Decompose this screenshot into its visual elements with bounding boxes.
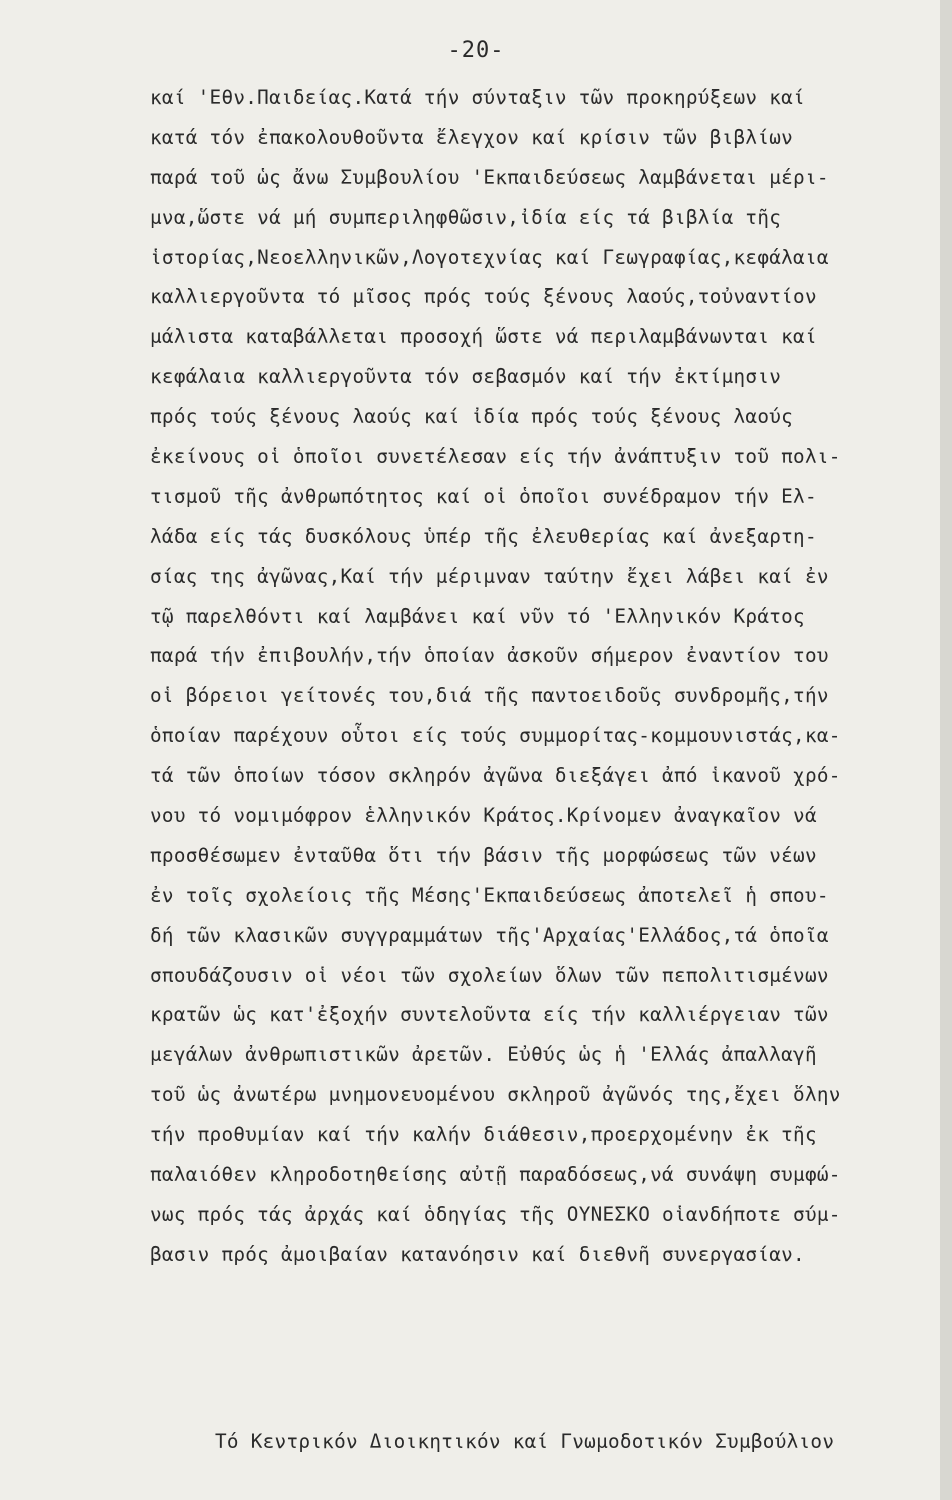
text-line: δή τῶν κλασικῶν συγγραμμάτων τῆς'Αρχαίας'Ελλάδος,τά ὁποῖα bbox=[150, 923, 829, 947]
text-line: τά τῶν ὁποίων τόσον σκληρόν ἀγῶνα διεξάγει ἀπό ἱκανοῦ χρό- bbox=[150, 764, 841, 788]
signature-line: Τό Κεντρικόν Διοικητικόν καί Γνωμοδοτικόν Συμβούλιον bbox=[215, 1430, 835, 1453]
text-line: τῷ παρελθόντι καί λαμβάνει καί νῦν τό 'Ελληνικόν Κράτος bbox=[150, 604, 805, 628]
text-line: νως πρός τάς ἀρχάς καί ὁδηγίας τῆς ΟΥΝΕΣΚΟ οἱανδήποτε σύμ- bbox=[150, 1202, 841, 1226]
text-line: σπουδάζουσιν οἱ νέοι τῶν σχολείων ὅλων τῶν πεπολιτισμένων bbox=[150, 963, 829, 987]
text-line: κεφάλαια καλλιεργοῦντα τόν σεβασμόν καί τήν ἐκτίμησιν bbox=[150, 365, 782, 389]
text-line: καλλιεργοῦντα τό μῖσος πρός τούς ξένους λαούς,τοὐναντίον bbox=[150, 285, 817, 309]
text-line: οἱ βόρειοι γείτονές του,διά τῆς παντοειδοῦς συνδρομῆς,τήν bbox=[150, 684, 829, 708]
text-line: μνα,ὥστε νά μή συμπεριληφθῶσιν,ἰδία είς τά βιβλία τῆς bbox=[150, 205, 782, 229]
text-line: ἱστορίας,Νεοελληνικῶν,Λογοτεχνίας καί Γεωγραφίας,κεφάλαια bbox=[150, 245, 829, 269]
page-edge-shadow bbox=[940, 0, 952, 1500]
text-line: νου τό νομιμόφρον ἑλληνικόν Κράτος.Κρίνομεν ἀναγκαῖον νά bbox=[150, 804, 817, 828]
text-line: παρά τοῦ ὡς ἄνω Συμβουλίου 'Εκπαιδεύσεως λαμβάνεται μέρι- bbox=[150, 165, 829, 189]
text-line: μεγάλων ἀνθρωπιστικῶν ἀρετῶν. Εὐθύς ὡς ἡ 'Ελλάς ἀπαλλαγῆ bbox=[150, 1043, 817, 1067]
text-line: πρός τούς ξένους λαούς καί ἰδία πρός τούς ξένους λαούς bbox=[150, 405, 794, 429]
text-line: ἐν τοῖς σχολείοις τῆς Μέσης'Εκπαιδεύσεως ἀποτελεῖ ἡ σπου- bbox=[150, 883, 829, 907]
text-line: τοῦ ὡς ἀνωτέρω μνημονευομένου σκληροῦ ἀγῶνός της,ἔχει ὅλην bbox=[150, 1083, 841, 1107]
text-line: τισμοῦ τῆς ἀνθρωπότητος καί οἱ ὁποῖοι συνέδραμον τήν Ελ- bbox=[150, 484, 817, 508]
text-line: κατά τόν ἐπακολουθοῦντα ἔλεγχον καί κρίσιν τῶν βιβλίων bbox=[150, 125, 794, 149]
text-line: τήν προθυμίαν καί τήν καλήν διάθεσιν,προερχομένην ἐκ τῆς bbox=[150, 1123, 817, 1147]
text-line: μάλιστα καταβάλλεται προσοχή ὥστε νά περιλαμβάνωνται καί bbox=[150, 325, 817, 349]
text-line: ἐκείνους οἱ ὁποῖοι συνετέλεσαν είς τήν ἀνάπτυξιν τοῦ πολι- bbox=[150, 445, 841, 469]
body-text bbox=[150, 78, 920, 1275]
text-line: προσθέσωμεν ἐνταῦθα ὅτι τήν βάσιν τῆς μορφώσεως τῶν νέων bbox=[150, 843, 817, 867]
text-line: καί 'Εθν.Παιδείας.Κατά τήν σύνταξιν τῶν προκηρύξεων καί bbox=[150, 86, 805, 109]
text-line: σίας της ἀγῶνας,Καί τήν μέριμναν ταύτην ἔχει λάβει καί ἐν bbox=[150, 564, 829, 588]
text-line: λάδα είς τάς δυσκόλους ὑπέρ τῆς ἐλευθερίας καί ἀνεξαρτη- bbox=[150, 524, 817, 548]
text-line: βασιν πρός ἀμοιβαίαν κατανόησιν καί διεθνῆ συνεργασίαν. bbox=[150, 1242, 805, 1266]
text-line: παλαιόθεν κληροδοτηθείσης αὐτῇ παραδόσεως,νά συνάψη συμφώ- bbox=[150, 1163, 841, 1187]
text-line: παρά τήν ἐπιβουλήν,τήν ὁποίαν ἀσκοῦν σήμερον ἐναντίον του bbox=[150, 644, 829, 668]
text-line: κρατῶν ὡς κατ'ἐξοχήν συντελοῦντα είς τήν καλλιέργειαν τῶν bbox=[150, 1003, 829, 1027]
text-line: ὁποίαν παρέχουν οὗτοι είς τούς συμμορίτας-κομμουνιστάς,κα- bbox=[150, 724, 841, 748]
page-number: -20- bbox=[447, 38, 505, 63]
